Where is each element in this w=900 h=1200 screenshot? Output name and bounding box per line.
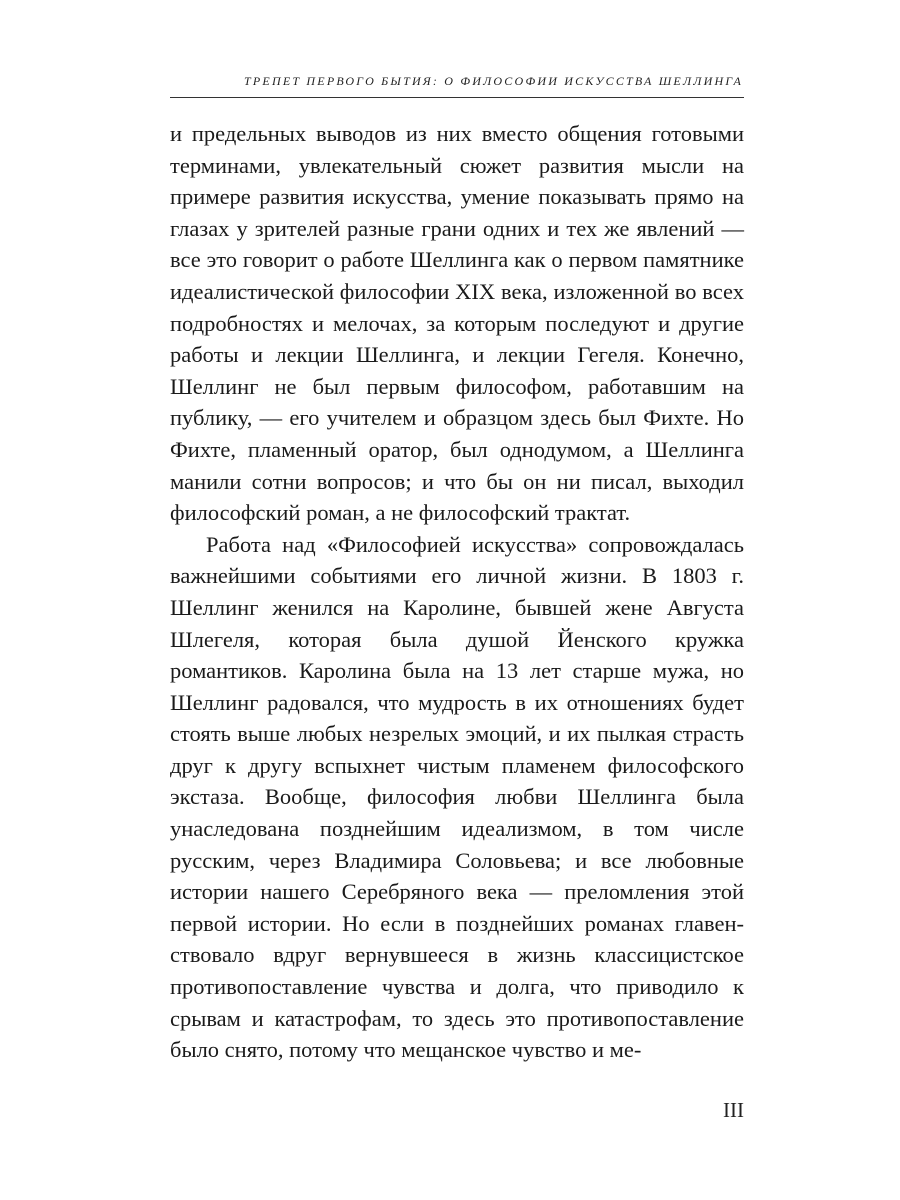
paragraph-1: и предельных выводов из них вместо общения готовыми терминами, увлекательный сюжет развития мысли на примере развития искусства, умение показывать прямо на глазах у зрителей разные грани одних и тех же явлений — все это говорит о работе Шеллинга как о первом памятнике идеалистической философии XIX века, изложенной во всех подробностях и мелочах, за которым последуют и другие работы и лекции Шеллинга, и лекции Гегеля. Конечно, Шеллинг не был первым философом, работавшим на публику, — его учителем и образцом здесь был Фихте. Но Фихте, пламенный оратор, был однодумом, а Шеллинга манили сотни вопросов; и что бы он ни писал, выходил философский роман, а не философский трактат. (170, 121, 744, 526)
header-rule (170, 97, 744, 98)
page-number: III (723, 1098, 744, 1122)
page-body (170, 118, 744, 1066)
paragraph-2: Работа над «Философией искусства» сопровождалась важнейшими событиями его личной жизни. В 1803 г. Шеллинг женился на Каролине, бывшей жене Августа Шлегеля, которая была душой Йенского кружка романтиков. Каролина была на 13 лет старше мужа, но Шеллинг радовался, что мудрость в их отношениях будет стоять выше любых незрелых эмоций, и их пылкая страсть друг к другу вспыхнет чистым пламенем философского экстаза. Вообще, философия любви Шеллинга была унаследована позднейшим идеализмом, в том числе русским, через Владимира Соловьева; и все любовные истории нашего Серебряного века — преломления этой первой истории. Но если в позднейших романах главенствовало вдруг вернувшееся в жизнь классицистское противопоставление чувства и долга, что приводило к срывам и катастрофам, то здесь это противопоставление было снято, потому что мещанское чувство и ме- (170, 531, 744, 1063)
running-head: ТРЕПЕТ ПЕРВОГО БЫТИЯ: О ФИЛОСОФИИ ИСКУССТВА ШЕЛЛИНГА (244, 74, 743, 88)
